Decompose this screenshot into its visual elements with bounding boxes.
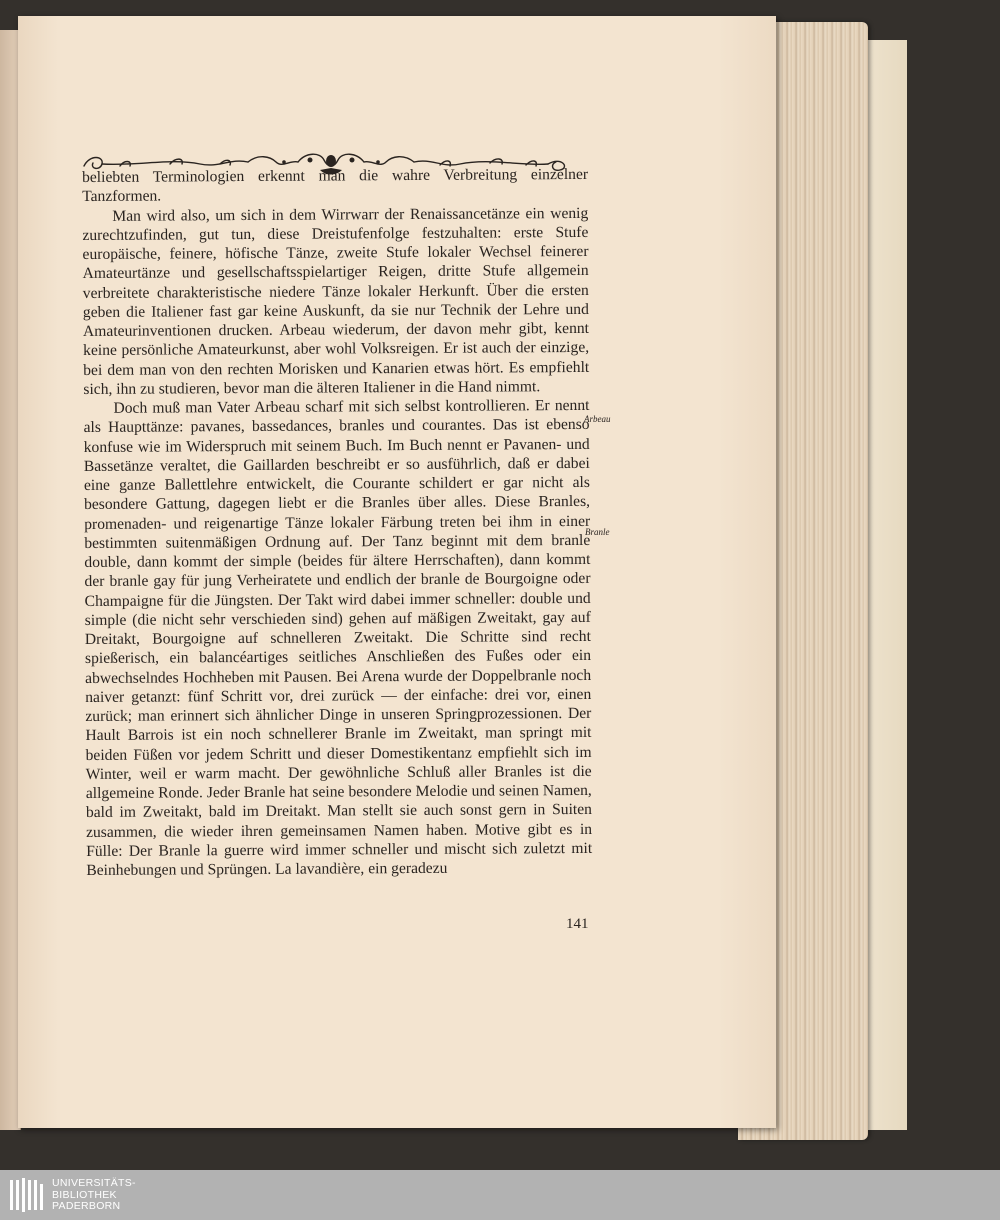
library-name-line-2: BIBLIOTHEK bbox=[52, 1188, 117, 1201]
book-page bbox=[18, 16, 776, 1128]
page-number: 141 bbox=[566, 916, 589, 932]
library-name bbox=[52, 1178, 136, 1213]
paragraph-1: beliebten Terminologien erkennt man die wahre Verbreitung einzelner Tanzformen. bbox=[82, 165, 589, 206]
paragraph-3: Doch muß man Vater Arbeau scharf mit sich selbst kontrollieren. Er nennt als Haupttänze: pavanes, bassedances, branles und courantes. Das ist ebenso konfuse wie im Widerspruch mit seinem Buch. Im Buch nennt er Pavanen- und Bassetänze veraltet, die Gaillarden beschreibt er so ausführlich, daß er dabei eine ganze Ballettlehre entwickelt, die Courante schildert er gar nicht als besondere Gattung, dagegen liebt er die Branles über alles. Diese Branles, promenaden- und reigenartige Tänze lokaler Färbung treten bei ihm in einer bestimmten suitenmäßigen Ordnung auf. Der Tanz beginnt mit dem branle double, dann kommt der simple (beides für ältere Herrschaften), dann kommt der branle gay für jung Verheiratete und endlich der branle de Bourgoigne oder Champaigne für die Jüngsten. Der Takt wird dabei immer schneller: double und simple (die nicht sehr verschieden sind) gehen auf mäßigen Zweitakt, gay auf Dreitakt, Bourgoigne auf schnelleren Zweitakt. Die Schritte sind recht spießerisch, ein balancéartiges seitliches Anschließen des Fußes oder ein abwechselndes Hochheben mit Pausen. Bei Arena wurde der Doppelbranle noch naiver getanzt: fünf Schritt vor, drei zurück — der einfache: drei vor, einen zurück; man erinnert sich ähnlicher Dinge in unseren Springprozessionen. Der Hault Barrois ist ein noch schnellerer Branle im Zweitakt, man springt mit beiden Füßen vor jedem Schritt und dieser Domestikentanz empfiehlt sich im Winter, weil er warm macht. Der gewöhnliche Schluß aller Branles ist die allgemeine Ronde. Jeder Branle hat seine besondere Melodie und seinen Namen, bald im Zweitakt, bald im Dreitakt. Man stellt sie auch sonst gern in Suiten zusammen, die wieder ihren gemeinsamen Namen haben. Motive gibt es in Fülle: Der Branle la guerre wird immer schneller und mischt sich zuletzt mit Beinhebungen und Sprüngen. La lavandière, ein geradezu bbox=[83, 396, 593, 879]
library-logo-icon bbox=[8, 1176, 48, 1214]
library-footer-bar bbox=[0, 1170, 1000, 1220]
marginal-note-branle: Branle bbox=[585, 527, 610, 537]
library-name-line-1: UNIVERSITÄTS- bbox=[52, 1177, 136, 1189]
paragraph-2: Man wird also, um sich in dem Wirrwarr der Renaissancetänze ein wenig zurechtzufinden, gut tun, diese Dreistufenfolge festzuhalten: erste Stufe europäische, feinere, höfische Tänze, zweite Stufe lokaler Wechsel feinerer Amateurtänze und gesellschaftsspielartiger Reigen, dritte Stufe allgemein verbreitete charakteristische niedere Tänze lokaler Herkunft. Über die ersten geben die Italiener fast gar keine Auskunft, da sie nur Technik der Lehre und Amateurinventionen drucken. Arbeau wiederum, der davon mehr gibt, kennt keine persönliche Amateurkunst, aber wohl Volksreigen. Er ist auch der einzige, bei dem man von den rechten Morisken und Kanarien etwas hört. Es empfiehlt sich, ihn zu studieren, bevor man die älteren Italiener in die Hand nimmt. bbox=[82, 204, 590, 398]
library-name-line-3: PADERBORN bbox=[52, 1200, 121, 1212]
body-text bbox=[82, 165, 592, 880]
marginal-note-arbeau: Arbeau bbox=[584, 414, 611, 424]
